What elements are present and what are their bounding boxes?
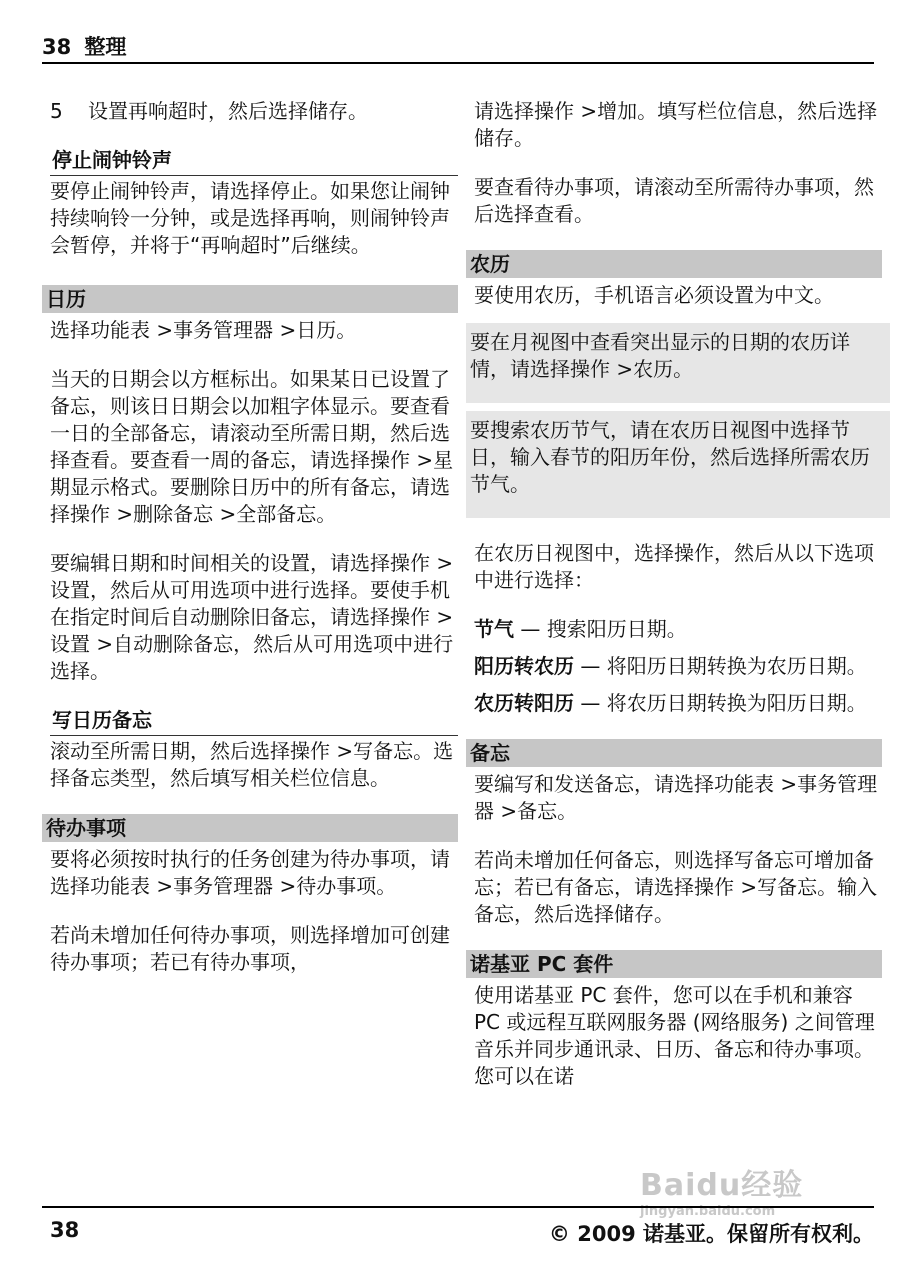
option-term: 阳历转农历 xyxy=(474,654,574,678)
watermark-text: Baidu经验 xyxy=(640,1168,804,1203)
heading-calendar: 日历 xyxy=(42,285,458,313)
calendar-paragraph-1: 选择功能表 >事务管理器 >日历。 xyxy=(50,318,357,342)
left-column xyxy=(46,98,458,998)
heading-write-note: 写日历备忘 xyxy=(50,707,458,736)
todo-view-paragraph: 要查看待办事项，请滚动至所需待办事项，然后选择查看。 xyxy=(474,175,874,226)
option-term: 节气 xyxy=(474,617,514,641)
footer-page-number: 38 xyxy=(50,1218,80,1242)
heading-todo: 待办事项 xyxy=(42,814,458,842)
tip-box-1 xyxy=(466,323,890,403)
page-header xyxy=(42,34,874,64)
stop-alarm-paragraph: 要停止闹钟铃声，请选择停止。如果您让闹钟持续响铃一分钟，或是选择再响，则闹钟铃声会暂停，并将于“再响超时”后继续。 xyxy=(50,179,450,257)
option-lunar-to-solar xyxy=(474,690,882,717)
lunar-paragraph-1: 要使用农历，手机语言必须设置为中文。 xyxy=(474,283,834,307)
option-term: 农历转阳历 xyxy=(474,691,574,715)
calendar-paragraph-2: 当天的日期会以方框标出。如果某日已设置了备忘，则该日日期会以加粗字体显示。要查看一日的全部备忘，请滚动至所需日期，然后选择查看。要查看一周的备忘，请选择操作 >星期显示格式。要删除日历中的所有备忘，请选择操作 >删除备忘 >全部备忘。 xyxy=(50,367,454,526)
heading-lunar: 农历 xyxy=(466,250,882,278)
page-footer xyxy=(42,1206,874,1248)
heading-stop-alarm: 停止闹钟铃声 xyxy=(50,147,458,176)
pc-suite-paragraph: 使用诺基亚 PC 套件，您可以在手机和兼容 PC 或远程互联网服务器 (网络服务) 之间管理音乐并同步通讯录、日历、备忘和待办事项。您可以在诺 xyxy=(474,983,875,1088)
option-solar-terms xyxy=(474,616,882,643)
option-desc: — 将阳历日期转换为农历日期。 xyxy=(574,654,867,678)
step-5 xyxy=(50,98,458,125)
tip-box-2 xyxy=(466,411,890,518)
memo-paragraph-2: 若尚未增加任何备忘，则选择写备忘可增加备忘；若已有备忘，请选择操作 >写备忘。输入备忘，然后选择储存。 xyxy=(474,848,878,926)
lunar-paragraph-2: 在农历日视图中，选择操作，然后从以下选项中进行选择： xyxy=(474,541,874,592)
option-desc: — 搜索阳历日期。 xyxy=(514,617,687,641)
calendar-paragraph-3: 要编辑日期和时间相关的设置，请选择操作 >设置，然后从可用选项中进行选择。要使手机在指定时间后自动删除旧备忘，请选择操作 >设置 >自动删除备忘，然后从可用选项中进行选择。 xyxy=(50,551,454,683)
write-note-paragraph: 滚动至所需日期，然后选择操作 >写备忘。选择备忘类型，然后填写相关栏位信息。 xyxy=(50,739,454,790)
footer-copyright: © 2009 诺基亚。保留所有权利。 xyxy=(548,1222,874,1246)
option-desc: — 将农历日期转换为阳历日期。 xyxy=(574,691,867,715)
step-number: 5 xyxy=(50,99,63,123)
todo-paragraph-1: 要将必须按时执行的任务创建为待办事项，请选择功能表 >事务管理器 >待办事项。 xyxy=(50,847,450,898)
header-section-title: 整理 xyxy=(84,35,127,59)
header-page-number: 38 xyxy=(42,35,72,59)
todo-continued: 请选择操作 >增加。填写栏位信息，然后选择储存。 xyxy=(474,99,878,150)
tip-text-1: 要在月视图中查看突出显示的日期的农历详情，请选择操作 >农历。 xyxy=(470,330,850,381)
memo-paragraph-1: 要编写和发送备忘，请选择功能表 >事务管理器 >备忘。 xyxy=(474,772,878,823)
step-text: 设置再响超时，然后选择储存。 xyxy=(88,99,368,123)
right-column xyxy=(470,98,882,1112)
heading-memo: 备忘 xyxy=(466,739,882,767)
todo-paragraph-2: 若尚未增加任何待办事项，则选择增加可创建待办事项；若已有待办事项， xyxy=(50,923,450,974)
heading-pc-suite: 诺基亚 PC 套件 xyxy=(466,950,882,978)
watermark-subtext: jingyan.baidu.com xyxy=(640,1204,776,1219)
option-solar-to-lunar xyxy=(474,653,882,680)
tip-text-2: 要搜索农历节气，请在农历日视图中选择节日，输入春节的阳历年份，然后选择所需农历节气。 xyxy=(470,418,870,496)
